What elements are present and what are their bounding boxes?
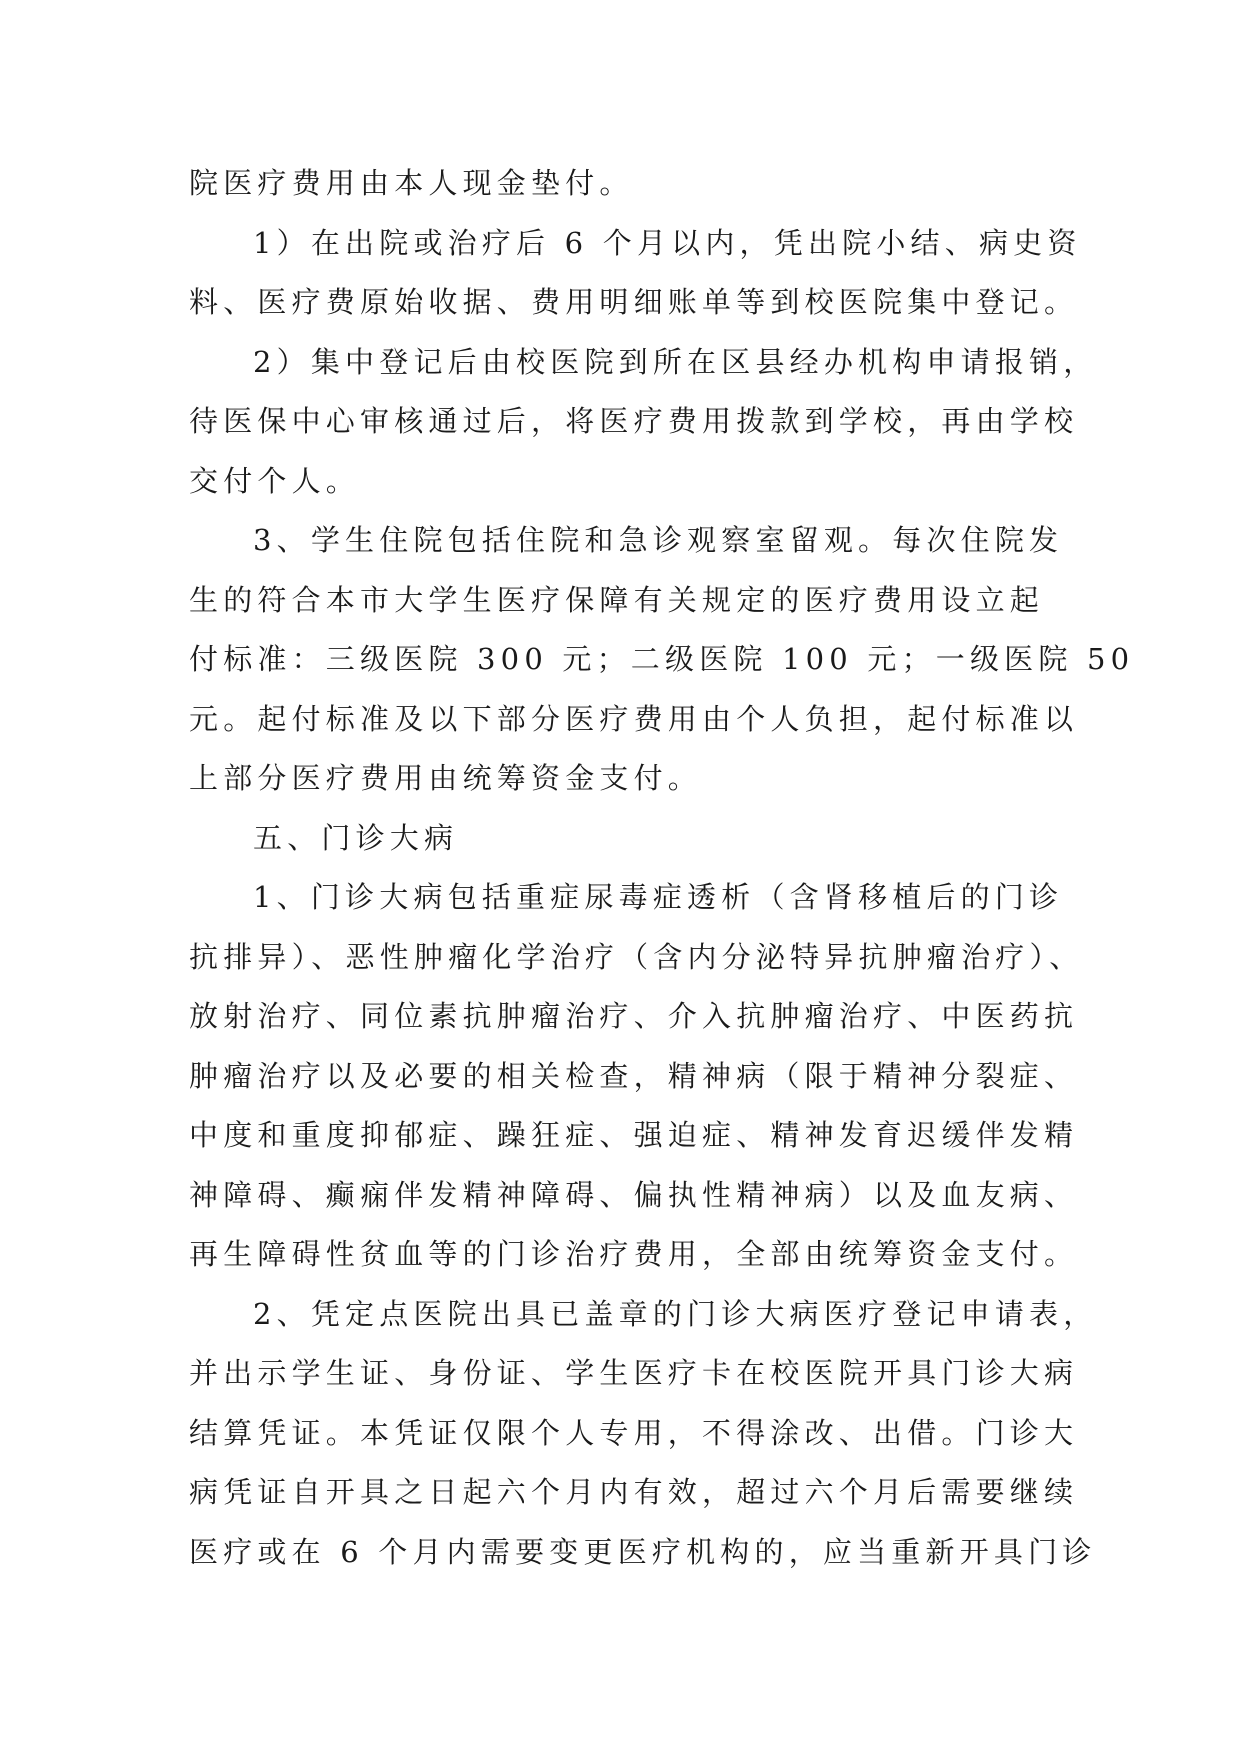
- text-line-5: 待医保中心审核通过后，将医疗费用拨款到学校，再由学校: [189, 404, 1079, 438]
- text-line-21: 并出示学生证、身份证、学生医疗卡在校医院开具门诊大病: [189, 1356, 1079, 1390]
- document-body: [189, 154, 1135, 1582]
- text-line-4: 2）集中登记后由校医院到所在区县经办机构申请报销，: [253, 344, 1098, 379]
- text-line-18: 神障碍、癫痫伴发精神障碍、偏执性精神病）以及血友病、: [189, 1177, 1079, 1212]
- text-line-10: 元。起付标准及以下部分医疗费用由个人负担，起付标准以: [189, 701, 1079, 736]
- text-line-8: 生的符合本市大学生医疗保障有关规定的医疗费用设立起: [189, 582, 1045, 617]
- text-line-9: 付标准：三级医院 300 元；二级医院 100 元；一级医院 50: [189, 642, 1135, 676]
- text-line-19: 再生障碍性贫血等的门诊治疗费用，全部由统筹资金支付。: [189, 1237, 1079, 1271]
- text-line-2: 1）在出院或治疗后 6 个月以内，凭出院小结、病史资: [253, 225, 1082, 260]
- text-line-15: 放射治疗、同位素抗肿瘤治疗、介入抗肿瘤治疗、中医药抗: [189, 999, 1079, 1033]
- text-line-16: 肿瘤治疗以及必要的相关检查，精神病（限于精神分裂症、: [189, 1058, 1079, 1093]
- text-line-20: 2、凭定点医院出具已盖章的门诊大病医疗登记申请表，: [253, 1296, 1098, 1331]
- text-line-22: 结算凭证。本凭证仅限个人专用，不得涂改、出借。门诊大: [189, 1415, 1079, 1450]
- text-line-7: 3、学生住院包括住院和急诊观察室留观。每次住院发: [253, 523, 1064, 557]
- text-line-6: 交付个人。: [189, 463, 361, 498]
- text-line-23: 病凭证自开具之日起六个月内有效，超过六个月后需要继续: [189, 1475, 1079, 1509]
- text-line-11: 上部分医疗费用由统筹资金支付。: [189, 761, 703, 795]
- text-line-17: 中度和重度抑郁症、躁狂症、强迫症、精神发育迟缓伴发精: [189, 1118, 1079, 1152]
- section-heading: 五、门诊大病: [253, 820, 459, 855]
- text-line-13: 1、门诊大病包括重症尿毒症透析（含肾移植后的门诊: [253, 880, 1064, 914]
- text-line-14: 抗排异）、恶性肿瘤化学治疗（含内分泌特异抗肿瘤治疗）、: [189, 939, 1084, 974]
- text-line-24: 医疗或在 6 个月内需要变更医疗机构的，应当重新开具门诊: [189, 1534, 1097, 1569]
- text-line-1: 院医疗费用由本人现金垫付。: [189, 166, 634, 200]
- text-line-3: 料、医疗费原始收据、费用明细账单等到校医院集中登记。: [189, 285, 1079, 319]
